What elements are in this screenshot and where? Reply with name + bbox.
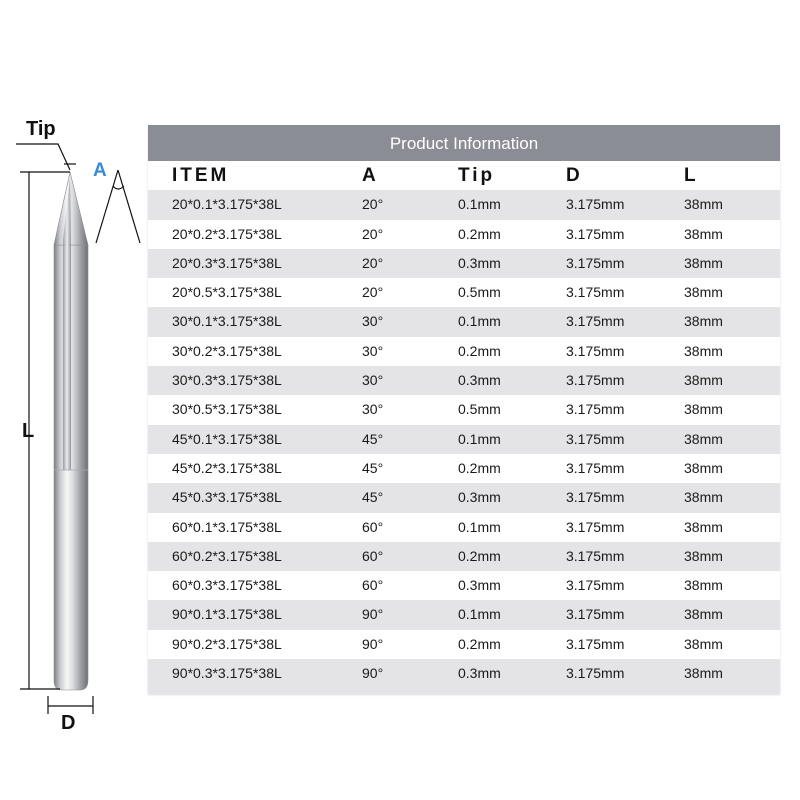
cell-length: 38mm (684, 577, 723, 594)
cell-length: 38mm (684, 665, 723, 682)
cell-item: 30*0.2*3.175*38L (172, 342, 282, 359)
cell-diameter: 3.175mm (566, 430, 625, 447)
table-row (148, 454, 780, 483)
table-row (148, 513, 780, 542)
cell-angle: 30° (362, 342, 384, 359)
cell-length: 38mm (684, 225, 723, 242)
cell-tip: 0.3mm (458, 577, 501, 594)
column-header-item: ITEM (172, 165, 230, 186)
cell-diameter: 3.175mm (566, 313, 625, 330)
cell-length: 38mm (684, 518, 723, 535)
cell-angle: 45° (362, 430, 384, 447)
cell-angle: 60° (362, 518, 384, 535)
cell-tip: 0.2mm (458, 459, 501, 476)
cell-tip: 0.2mm (458, 342, 501, 359)
table-row (148, 395, 780, 424)
cell-diameter: 3.175mm (566, 577, 625, 594)
column-header-tip: Tip (458, 165, 496, 186)
cell-item: 90*0.3*3.175*38L (172, 665, 282, 682)
table-row (148, 571, 780, 600)
cell-item: 20*0.5*3.175*38L (172, 284, 282, 301)
table-row (148, 542, 780, 571)
table-row (148, 659, 780, 688)
cell-angle: 30° (362, 401, 384, 418)
cell-diameter: 3.175mm (566, 459, 625, 476)
cell-diameter: 3.175mm (566, 489, 625, 506)
table-row (148, 630, 780, 659)
angle-label: A (93, 160, 107, 181)
cell-item: 60*0.1*3.175*38L (172, 518, 282, 535)
cell-length: 38mm (684, 372, 723, 389)
cell-tip: 0.3mm (458, 665, 501, 682)
cell-item: 90*0.2*3.175*38L (172, 635, 282, 652)
cell-diameter: 3.175mm (566, 284, 625, 301)
table-row (148, 483, 780, 512)
cell-item: 20*0.1*3.175*38L (172, 196, 282, 213)
engraving-bit-diagram (0, 0, 145, 800)
column-header-diameter: D (566, 165, 583, 186)
cell-angle: 90° (362, 606, 384, 623)
cell-item: 45*0.1*3.175*38L (172, 430, 282, 447)
table-body (148, 190, 780, 688)
cell-length: 38mm (684, 196, 723, 213)
length-label: L (22, 420, 35, 442)
cell-diameter: 3.175mm (566, 635, 625, 652)
cell-angle: 60° (362, 547, 384, 564)
column-header-angle: A (362, 165, 379, 186)
cell-item: 30*0.5*3.175*38L (172, 401, 282, 418)
table-row (148, 307, 780, 336)
cell-diameter: 3.175mm (566, 401, 625, 418)
cell-length: 38mm (684, 254, 723, 271)
product-information-table (148, 125, 780, 694)
cell-item: 45*0.2*3.175*38L (172, 459, 282, 476)
cell-tip: 0.2mm (458, 225, 501, 242)
cell-diameter: 3.175mm (566, 665, 625, 682)
cell-diameter: 3.175mm (566, 225, 625, 242)
column-header-length: L (684, 165, 699, 186)
tip-label: Tip (26, 118, 56, 140)
cell-length: 38mm (684, 313, 723, 330)
cell-angle: 20° (362, 284, 384, 301)
cell-angle: 90° (362, 665, 384, 682)
cell-angle: 60° (362, 577, 384, 594)
cell-tip: 0.1mm (458, 430, 501, 447)
table-row (148, 366, 780, 395)
cell-angle: 45° (362, 489, 384, 506)
table-row (148, 278, 780, 307)
cell-item: 60*0.2*3.175*38L (172, 547, 282, 564)
cell-angle: 30° (362, 372, 384, 389)
cell-length: 38mm (684, 401, 723, 418)
cell-length: 38mm (684, 489, 723, 506)
cell-diameter: 3.175mm (566, 342, 625, 359)
cell-item: 20*0.2*3.175*38L (172, 225, 282, 242)
cell-length: 38mm (684, 635, 723, 652)
cell-item: 30*0.1*3.175*38L (172, 313, 282, 330)
cell-tip: 0.2mm (458, 547, 501, 564)
cell-diameter: 3.175mm (566, 606, 625, 623)
table-row (148, 337, 780, 366)
table-row (148, 190, 780, 219)
cell-tip: 0.1mm (458, 606, 501, 623)
cell-diameter: 3.175mm (566, 254, 625, 271)
cell-diameter: 3.175mm (566, 372, 625, 389)
cell-item: 60*0.3*3.175*38L (172, 577, 282, 594)
cell-item: 20*0.3*3.175*38L (172, 254, 282, 271)
cell-length: 38mm (684, 284, 723, 301)
table-row (148, 600, 780, 629)
cell-tip: 0.1mm (458, 518, 501, 535)
cell-diameter: 3.175mm (566, 547, 625, 564)
table-row (148, 220, 780, 249)
cell-length: 38mm (684, 459, 723, 476)
cell-tip: 0.3mm (458, 254, 501, 271)
cell-angle: 30° (362, 313, 384, 330)
cell-angle: 90° (362, 635, 384, 652)
bit-cone (54, 172, 88, 245)
table-header-row (148, 161, 780, 190)
cell-item: 90*0.1*3.175*38L (172, 606, 282, 623)
cell-length: 38mm (684, 430, 723, 447)
table-title: Product Information (148, 125, 780, 161)
table-footer-strip (148, 688, 780, 694)
cell-angle: 20° (362, 254, 384, 271)
cell-length: 38mm (684, 547, 723, 564)
cell-tip: 0.1mm (458, 313, 501, 330)
cell-angle: 20° (362, 196, 384, 213)
cell-length: 38mm (684, 606, 723, 623)
cell-tip: 0.5mm (458, 401, 501, 418)
cell-tip: 0.1mm (458, 196, 501, 213)
tip-indicator (16, 144, 76, 170)
cell-diameter: 3.175mm (566, 518, 625, 535)
cell-item: 45*0.3*3.175*38L (172, 489, 282, 506)
table-row (148, 425, 780, 454)
cell-tip: 0.2mm (458, 635, 501, 652)
table-row (148, 249, 780, 278)
cell-angle: 20° (362, 225, 384, 242)
diameter-label: D (61, 712, 76, 734)
cell-tip: 0.3mm (458, 489, 501, 506)
cell-item: 30*0.3*3.175*38L (172, 372, 282, 389)
cell-tip: 0.5mm (458, 284, 501, 301)
cell-diameter: 3.175mm (566, 196, 625, 213)
cell-length: 38mm (684, 342, 723, 359)
cell-angle: 45° (362, 459, 384, 476)
cell-tip: 0.3mm (458, 372, 501, 389)
